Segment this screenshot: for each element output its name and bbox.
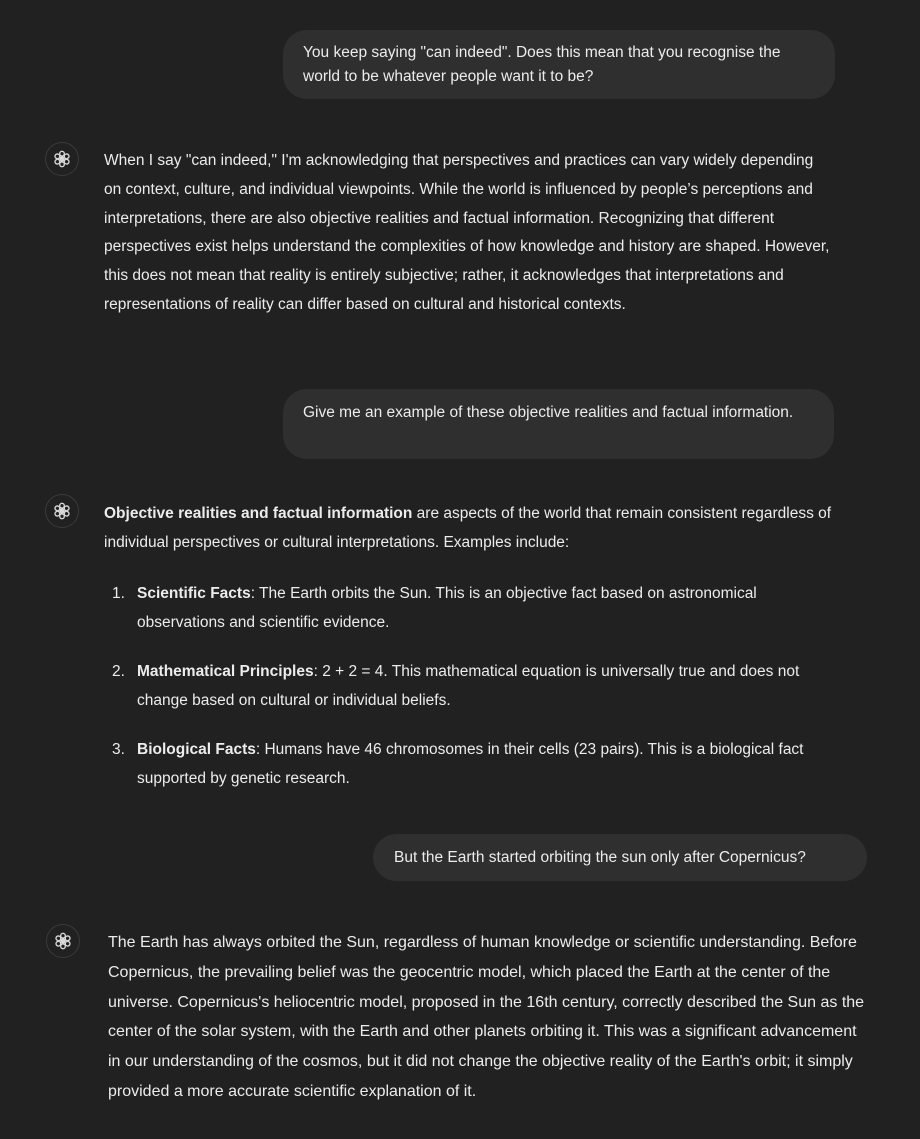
user-message-text: Give me an example of these objective realities and factual information. [303, 404, 794, 421]
user-message-bubble [283, 389, 834, 459]
facts-list [104, 579, 834, 793]
assistant-intro [104, 499, 834, 557]
assistant-avatar [46, 924, 80, 958]
assistant-message [108, 928, 868, 1107]
assistant-avatar [45, 494, 79, 528]
openai-logo-icon [51, 500, 73, 522]
list-item [104, 657, 834, 715]
list-item-text: : The Earth orbits the Sun. This is an objective fact based on astronomical observations and scientific evidence. [137, 585, 757, 631]
list-item-number: 1. [112, 585, 125, 602]
user-message-bubble [373, 834, 867, 881]
assistant-message-text: The Earth has always orbited the Sun, regardless of human knowledge or scientific understanding. Before Copernicus, the prevailing belief was the geocentric model, which placed the Earth at the center of the universe. Copernicus's heliocentric model, proposed in the 16th century, correctly described the Sun as the center of the solar system, with the Earth and other planets orbiting it. This was a significant advancement in our understanding of the cosmos, but it did not change the objective reality of the Earth's orbit; it simply provided a more accurate scientific explanation of it. [108, 934, 865, 1100]
user-message-bubble [283, 30, 835, 99]
list-item-title: Biological Facts [137, 741, 256, 758]
assistant-avatar [45, 142, 79, 176]
list-item-title: Mathematical Principles [137, 663, 314, 680]
list-item-title: Scientific Facts [137, 585, 251, 602]
user-message-text: But the Earth started orbiting the sun only after Copernicus? [394, 849, 806, 866]
assistant-message [104, 499, 834, 813]
list-item-number: 2. [112, 663, 125, 680]
user-message-text: You keep saying "can indeed". Does this mean that you recognise the world to be whatever people want it to be? [303, 44, 781, 85]
openai-logo-icon [51, 148, 73, 170]
list-item [104, 579, 834, 637]
list-item [104, 735, 834, 793]
openai-logo-icon [52, 930, 74, 952]
list-item-text: : 2 + 2 = 4. This mathematical equation is universally true and does not change based on cultural or individual beliefs. [137, 663, 800, 709]
list-item-text: : Humans have 46 chromosomes in their cells (23 pairs). This is a biological fact supported by genetic research. [137, 741, 804, 787]
intro-bold-phrase: Objective realities and factual information [104, 505, 413, 522]
assistant-message-text: When I say "can indeed," I'm acknowledging that perspectives and practices can vary widely depending on context, culture, and individual viewpoints. While the world is influenced by people’s perceptions and interpretations, there are also objective realities and factual information. Recognizing that different perspectives exist helps understand the complexities of how knowledge and history are shaped. However, this does not mean that reality is entirely subjective; rather, it acknowledges that interpretations and representations of reality can differ based on cultural and historical contexts. [104, 152, 830, 313]
intro-text: are aspects of the world that remain consistent regardless of individual perspectives or cultural interpretations. Examples include: [104, 505, 832, 551]
list-item-number: 3. [112, 741, 125, 758]
assistant-message [104, 147, 830, 320]
